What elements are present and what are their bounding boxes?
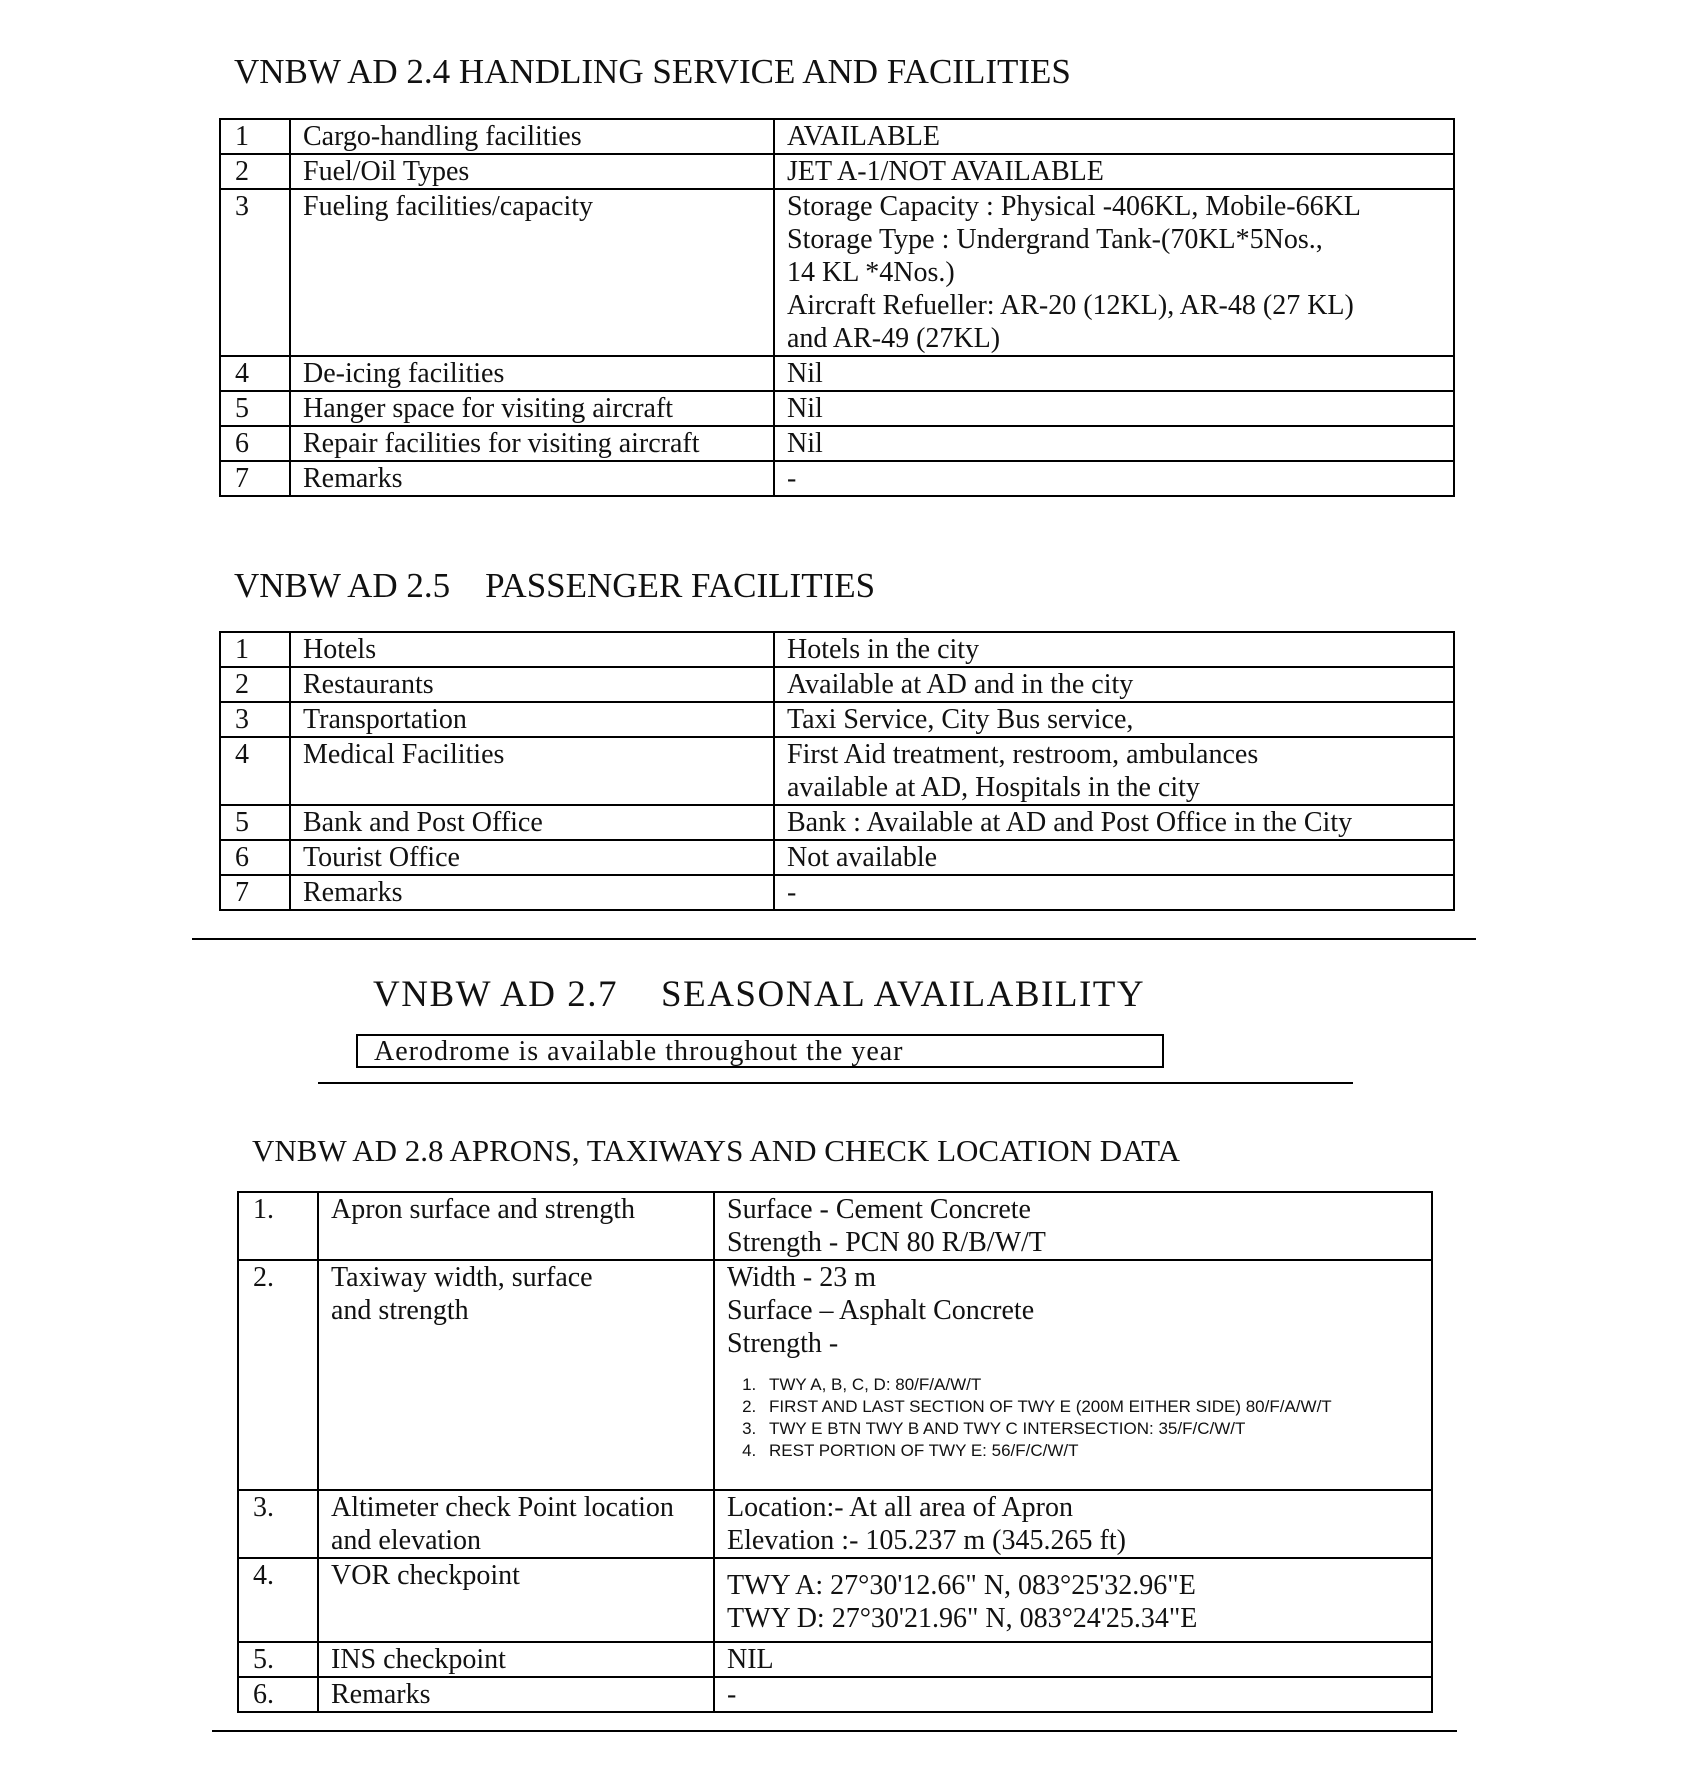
row-number: 6. [238,1677,318,1712]
table-row [220,119,1454,154]
row-number: 6 [220,426,290,461]
table-row [220,391,1454,426]
taxiway-strength-list [727,1374,1419,1462]
row-value: Width - 23 m Surface – Asphalt Concrete Strength - 1. TWY A, B, C, D: 80/F/A/W/T 2. FIRST AND LAST SECTION OF TWY E (200M EITHER SIDE) 80/F/A/W/T 3. TWY E BTN TWY B AND TWY C INTERSECTION: 35/F/C/W/T 4. REST PORTION OF TWY E: 56/F/C/W/T [714,1260,1432,1490]
table-row [220,737,1454,805]
seasonal-availability-box: Aerodrome is available throughout the year [356,1034,1164,1068]
row-label: Taxiway width, surface and strength [318,1260,714,1490]
list-item: 1. TWY A, B, C, D: 80/F/A/W/T [761,1374,1419,1396]
list-item: 4. REST PORTION OF TWY E: 56/F/C/W/T [761,1440,1419,1462]
table-row [220,426,1454,461]
row-value: - [774,875,1454,910]
divider [192,938,1476,940]
row-number: 4 [220,737,290,805]
table-row [220,461,1454,496]
row-value: AVAILABLE [774,119,1454,154]
row-label: Remarks [290,875,774,910]
row-number: 3 [220,702,290,737]
row-number: 5. [238,1642,318,1677]
row-number: 2 [220,154,290,189]
row-value: - [774,461,1454,496]
row-label: Fueling facilities/capacity [290,189,774,356]
table-row [238,1490,1432,1558]
row-label: Remarks [290,461,774,496]
table-row [238,1260,1432,1490]
row-value: Location:- At all area of Apron Elevation :- 105.237 m (345.265 ft) [714,1490,1432,1558]
list-item: 3. TWY E BTN TWY B AND TWY C INTERSECTION: 35/F/C/W/T [761,1418,1419,1440]
row-value: Available at AD and in the city [774,667,1454,702]
row-value: Taxi Service, City Bus service, [774,702,1454,737]
row-number: 4 [220,356,290,391]
row-label: Altimeter check Point location and elevation [318,1490,714,1558]
row-number: 3 [220,189,290,356]
passenger-facilities-table [219,631,1455,911]
row-value: NIL [714,1642,1432,1677]
table-row [220,875,1454,910]
row-value: TWY A: 27°30'12.66" N, 083°25'32.96"E TWY D: 27°30'21.96" N, 083°24'25.34"E [714,1558,1432,1642]
row-number: 1 [220,632,290,667]
row-number: 1 [220,119,290,154]
row-label: Tourist Office [290,840,774,875]
row-number: 2 [220,667,290,702]
row-label: Cargo-handling facilities [290,119,774,154]
handling-facilities-table [219,118,1455,497]
row-label: VOR checkpoint [318,1558,714,1642]
row-value: Surface - Cement Concrete Strength - PCN 80 R/B/W/T [714,1192,1432,1260]
row-label: INS checkpoint [318,1642,714,1677]
section-2-8-title: VNBW AD 2.8 APRONS, TAXIWAYS AND CHECK LOCATION DATA [252,1133,1180,1168]
row-label: De-icing facilities [290,356,774,391]
row-label: Medical Facilities [290,737,774,805]
row-value: Storage Capacity : Physical -406KL, Mobile-66KL Storage Type : Undergrand Tank-(70KL*5Nos., 14 KL *4Nos.) Aircraft Refueller: AR-20 (12KL), AR-48 (27 KL) and AR-49 (27KL) [774,189,1454,356]
row-number: 3. [238,1490,318,1558]
row-label: Hanger space for visiting aircraft [290,391,774,426]
table-row [220,189,1454,356]
row-value: Bank : Available at AD and Post Office in the City [774,805,1454,840]
table-row [220,702,1454,737]
row-number: 7 [220,461,290,496]
table-row [220,154,1454,189]
list-item: 2. FIRST AND LAST SECTION OF TWY E (200M EITHER SIDE) 80/F/A/W/T [761,1396,1419,1418]
row-number: 5 [220,391,290,426]
row-label: Fuel/Oil Types [290,154,774,189]
section-2-7-title: VNBW AD 2.7 SEASONAL AVAILABILITY [373,974,1146,1015]
row-value: JET A-1/NOT AVAILABLE [774,154,1454,189]
row-value: - [714,1677,1432,1712]
row-value: Nil [774,356,1454,391]
row-value: Nil [774,391,1454,426]
table-row [220,805,1454,840]
section-2-4-title: VNBW AD 2.4 HANDLING SERVICE AND FACILITIES [234,52,1071,91]
row-number: 4. [238,1558,318,1642]
row-label: Apron surface and strength [318,1192,714,1260]
row-number: 6 [220,840,290,875]
row-label: Transportation [290,702,774,737]
aprons-taxiways-table [237,1191,1433,1713]
table-row [220,632,1454,667]
row-label: Bank and Post Office [290,805,774,840]
row-value: Hotels in the city [774,632,1454,667]
row-number: 1. [238,1192,318,1260]
table-row [238,1192,1432,1260]
row-label: Restaurants [290,667,774,702]
table-row [238,1677,1432,1712]
table-row [238,1642,1432,1677]
row-label: Hotels [290,632,774,667]
table-row [220,840,1454,875]
row-label: Repair facilities for visiting aircraft [290,426,774,461]
row-value: Not available [774,840,1454,875]
divider [318,1082,1353,1084]
row-number: 7 [220,875,290,910]
row-label: Remarks [318,1677,714,1712]
table-row [238,1558,1432,1642]
row-value: First Aid treatment, restroom, ambulances available at AD, Hospitals in the city [774,737,1454,805]
table-row [220,356,1454,391]
row-value: Nil [774,426,1454,461]
row-number: 5 [220,805,290,840]
divider [212,1730,1457,1732]
table-row [220,667,1454,702]
section-2-5-title: VNBW AD 2.5 PASSENGER FACILITIES [234,566,876,605]
row-number: 2. [238,1260,318,1490]
